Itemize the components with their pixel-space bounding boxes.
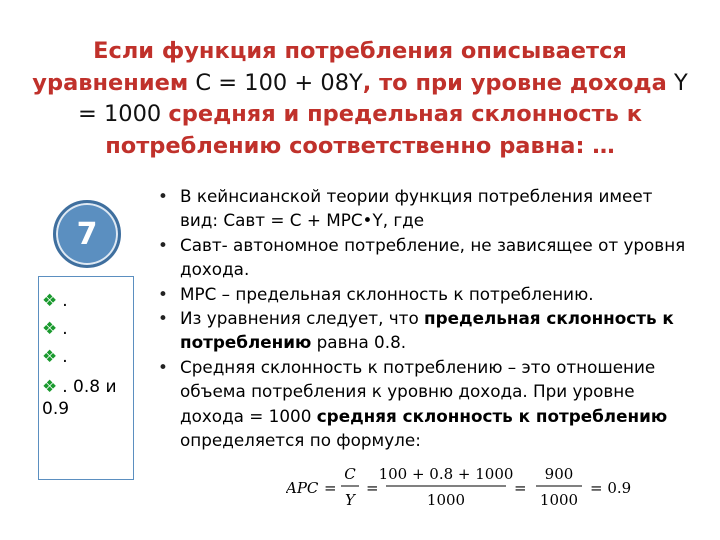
answer-option-1-text: . bbox=[62, 291, 68, 311]
formula-result: = 0.9 bbox=[590, 479, 632, 497]
explanation-bullet-5c: определяется по формуле: bbox=[180, 430, 421, 451]
bullet-icon: • bbox=[158, 356, 168, 377]
formula-frac1-numerator: C bbox=[344, 465, 356, 483]
formula-frac2-denominator: 1000 bbox=[426, 491, 466, 509]
formula-frac2-numerator: 100 + 0.8 + 1000 bbox=[378, 465, 514, 483]
explanation-bullet-4-bold: предельная склонность к потреблению bbox=[180, 308, 674, 353]
explanation-bullet-1 bbox=[158, 184, 688, 233]
title-part-5: средняя и предельная склонность к потреблению соответственно равна: … bbox=[105, 101, 643, 159]
bullet-icon: • bbox=[158, 186, 168, 206]
explanation-bullet-4 bbox=[158, 306, 688, 355]
bullet-icon: • bbox=[158, 308, 168, 329]
formula-equals-2: = bbox=[366, 479, 379, 497]
question-number: 7 bbox=[76, 216, 98, 252]
formula-frac1-denominator: Y bbox=[345, 491, 355, 509]
answer-option-1[interactable] bbox=[42, 290, 68, 312]
answer-option-2-text: . bbox=[62, 319, 68, 339]
checkmark-icon: ❖ bbox=[42, 291, 58, 311]
apc-formula bbox=[286, 464, 686, 510]
explanation-bullet-4c: равна 0.8. bbox=[311, 332, 407, 353]
answer-option-2[interactable] bbox=[42, 318, 68, 340]
slide-title bbox=[30, 36, 690, 162]
explanation-bullet-5-bold: средняя склонность к потреблению bbox=[316, 405, 668, 426]
formula-frac3-denominator: 1000 bbox=[539, 491, 579, 509]
formula-frac3-numerator: 900 bbox=[544, 465, 574, 483]
explanation-list bbox=[158, 184, 688, 452]
answer-option-4-text: . 0.8 и 0.9 bbox=[42, 377, 117, 419]
explanation-bullet-1-text: В кейнсианской теории функция потребления имеет вид: Савт = С + МРС•Y, где bbox=[180, 186, 653, 231]
bullet-icon: • bbox=[158, 283, 168, 304]
formula-equals-1: = bbox=[324, 479, 337, 497]
explanation-bullet-5 bbox=[158, 355, 688, 453]
explanation-bullet-2 bbox=[158, 233, 688, 282]
answer-option-3[interactable] bbox=[42, 346, 68, 368]
explanation-bullet-4a: Из уравнения следует, что bbox=[180, 308, 425, 329]
answer-option-3-text: . bbox=[62, 347, 68, 367]
checkmark-icon: ❖ bbox=[42, 347, 58, 367]
formula-lhs: APC bbox=[286, 479, 319, 497]
title-income: Y = 1000 bbox=[77, 69, 688, 127]
question-number-badge bbox=[53, 200, 121, 268]
title-equation: С = 100 + 08Y bbox=[195, 69, 363, 96]
explanation-bullet-3-text: МРС – предельная склонность к потреблению. bbox=[180, 283, 594, 304]
bullet-icon: • bbox=[158, 234, 168, 255]
title-part-3: , то при уровне дохода bbox=[362, 69, 667, 96]
answer-option-4[interactable] bbox=[42, 376, 130, 420]
explanation-bullet-5a: Средняя склонность к потреблению – это отношение объема потребления к уровню дохода. При уровне дохода = 1000 bbox=[180, 356, 656, 426]
explanation-bullet-2-text: Савт- автономное потребление, не зависящее от уровня дохода. bbox=[180, 234, 686, 280]
checkmark-icon: ❖ bbox=[42, 377, 58, 397]
explanation-bullet-3 bbox=[158, 282, 688, 306]
title-part-1: Если функция потребления описывается уравнением bbox=[32, 38, 627, 96]
formula-equals-3: = bbox=[514, 479, 527, 497]
checkmark-icon: ❖ bbox=[42, 319, 58, 339]
